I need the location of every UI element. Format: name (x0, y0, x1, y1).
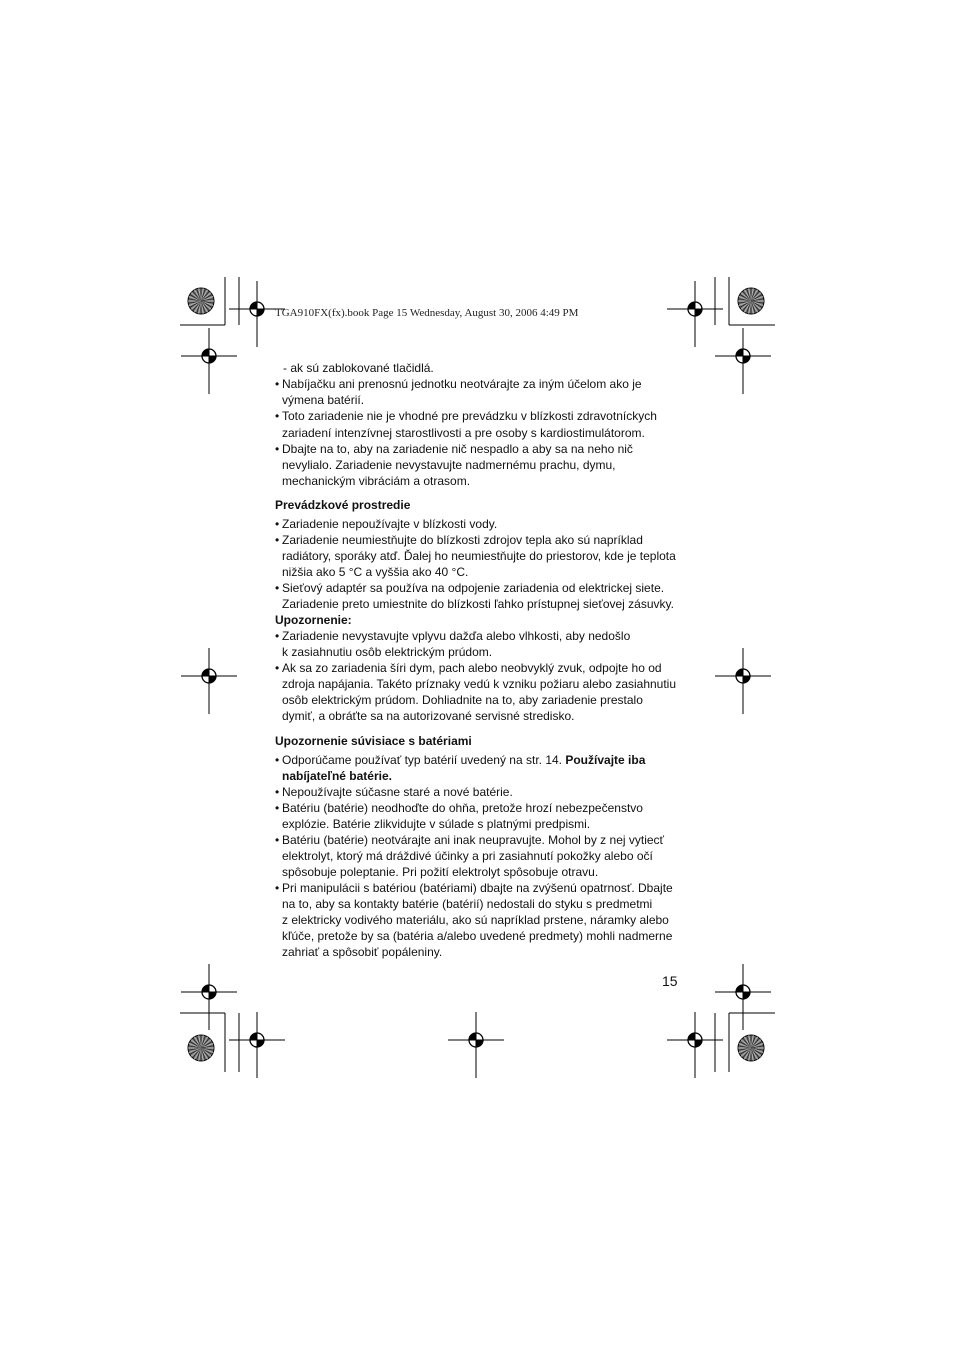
line-text: nižšia ako 5 °C a vyššia ako 40 °C. (282, 565, 469, 579)
bullet-icon: • (275, 517, 280, 531)
crosshair-target-icon (715, 328, 771, 394)
text-line (282, 549, 676, 563)
line-text: dymiť, a obráťte sa na autorizované servisné stredisko. (282, 709, 575, 723)
line-text: Zariadenie neumiestňujte do blízkosti zdrojov tepla ako sú napríklad (282, 533, 643, 547)
text-line (282, 753, 645, 767)
bullet-icon: • (275, 833, 280, 847)
line-text: Nabíjačku ani prenosnú jednotku neotvárajte za iným účelom ako je (282, 377, 642, 391)
bold-text: nabíjateľné batérie. (282, 769, 392, 783)
text-line (282, 849, 653, 863)
text-line (282, 661, 662, 675)
text-line (282, 393, 364, 407)
section-heading (275, 734, 472, 748)
text-line (282, 693, 643, 707)
text-line (282, 533, 643, 547)
line-text: zdroja napájania. Takéto príznaky vedú k vzniku požiaru alebo zasiahnutiu (282, 677, 677, 691)
text-line (282, 865, 598, 879)
text-line (282, 645, 492, 659)
line-text: Upozornenie súvisiace s batériami (275, 734, 472, 748)
bullet-icon: • (275, 629, 280, 643)
starburst-icon (738, 288, 764, 314)
crosshair-target-icon (448, 1012, 504, 1078)
line-text: Upozornenie: (275, 613, 352, 627)
text-line (282, 817, 590, 831)
starburst-icon (188, 1035, 214, 1061)
starburst-icon (188, 288, 214, 314)
text-line (282, 442, 633, 456)
line-text: Sieťový adaptér sa používa na odpojenie zariadenia od elektrickej siete. (282, 581, 665, 595)
crosshair-target-icon (181, 328, 237, 394)
crosshair-target-icon (181, 648, 237, 714)
line-text: na to, aby sa kontakty batérie (batérií) nedostali do styku s predmetmi (282, 897, 653, 911)
page-number: 15 (662, 973, 678, 989)
text-line (282, 409, 657, 423)
bullet-icon: • (275, 377, 280, 391)
line-text: nevylialo. Zariadenie nevystavujte nadmernému prachu, dymu, (282, 458, 616, 472)
crosshair-target-icon (715, 648, 771, 714)
text-line (282, 458, 616, 472)
line-text: Odporúčame používať typ batérií uvedený na str. 14. (282, 753, 566, 767)
line-text: elektrolyt, ktorý má dráždivé účinky a pri zasiahnutí pokožky alebo očí (282, 849, 653, 863)
text-line (282, 881, 673, 895)
line-text: Prevádzkové prostredie (275, 498, 411, 512)
bullet-icon: • (275, 581, 280, 595)
text-line (282, 929, 672, 943)
section-heading (275, 498, 410, 512)
text-line (282, 629, 630, 643)
text-line (282, 897, 652, 911)
line-text: k zasiahnutiu osôb elektrickým prúdom. (282, 645, 493, 659)
text-line (282, 581, 664, 595)
line-text: radiátory, sporáky atď. Ďalej ho neumiestňujte do priestorov, kde je teplota (282, 549, 676, 563)
starburst-icon (738, 1035, 764, 1061)
text-line (282, 785, 513, 799)
line-text: mechanickým vibráciám a otrasom. (282, 474, 471, 488)
text-line (282, 709, 574, 723)
text-line (282, 426, 645, 440)
text-line (282, 833, 664, 847)
line-text: Zariadenie preto umiestnite do blízkosti ľahko prístupnej sieťovej zásuvky. (282, 597, 674, 611)
print-header: TGA910FX(fx).book Page 15 Wednesday, August 30, 2006 4:49 PM (275, 307, 579, 319)
line-text: Ak sa zo zariadenia šíri dym, pach alebo neobvyklý zvuk, odpojte ho od (282, 661, 662, 675)
bullet-icon: • (275, 881, 280, 895)
bullet-icon: • (275, 661, 280, 675)
line-text: Batériu (batérie) neodhoďte do ohňa, pretože hrozí nebezpečenstvo (282, 801, 643, 815)
line-text: spôsobuje poleptanie. Pri požití elektrolyt spôsobuje otravu. (282, 865, 599, 879)
crosshair-target-icon (229, 1012, 285, 1078)
line-text: Pri manipulácii s batériou (batériami) dbajte na zvýšenú opatrnosť. Dbajte (282, 881, 673, 895)
line-text: Nepoužívajte súčasne staré a nové batérie. (282, 785, 513, 799)
text-line (282, 377, 642, 391)
bullet-icon: • (275, 533, 280, 547)
line-text: explózie. Batérie zlikvidujte v súlade s platnými predpismi. (282, 817, 591, 831)
line-text: z elektricky vodivého materiálu, ako sú napríklad prstene, náramky alebo (282, 913, 669, 927)
crosshair-target-icon (181, 964, 237, 1030)
line-text: - ak sú zablokované tlačidlá. (283, 361, 434, 375)
bullet-icon: • (275, 753, 280, 767)
text-line (282, 474, 470, 488)
line-text: Toto zariadenie nie je vhodné pre prevádzku v blízkosti zdravotníckych (282, 409, 657, 423)
bullet-icon: • (275, 785, 280, 799)
text-line (282, 945, 442, 959)
line-text: osôb elektrickým prúdom. Dohliadnite na to, aby zariadenie prestalo (282, 693, 643, 707)
bullet-icon: • (275, 442, 280, 456)
text-line (282, 597, 674, 611)
text-line (282, 565, 468, 579)
text-line (282, 801, 643, 815)
bold-text: Používajte iba (565, 753, 646, 767)
line-text: Batériu (batérie) neotvárajte ani inak neupravujte. Mohol by z nej vytiecť (282, 833, 665, 847)
text-line (282, 769, 392, 783)
line-text: zahriať a spôsobiť popáleniny. (282, 945, 443, 959)
line-text: Zariadenie nepoužívajte v blízkosti vody. (282, 517, 498, 531)
line-text: výmena batérií. (282, 393, 365, 407)
line-text: Dbajte na to, aby na zariadenie nič nespadlo a aby sa na neho nič (282, 442, 633, 456)
bullet-icon: • (275, 801, 280, 815)
crosshair-target-icon (715, 964, 771, 1030)
subheading (275, 613, 352, 627)
line-text: kľúče, pretože by sa (batéria a/alebo uvedené predmety) mohli nadmerne (282, 929, 673, 943)
text-line (282, 517, 497, 531)
text-line (283, 361, 434, 375)
bullet-icon: • (275, 409, 280, 423)
text-line (282, 677, 676, 691)
text-line (282, 913, 669, 927)
line-text: Zariadenie nevystavujte vplyvu dažďa alebo vlhkosti, aby nedošlo (282, 629, 631, 643)
line-text: zariadení intenzívnej starostlivosti a pre osoby s kardiostimulátorom. (282, 426, 645, 440)
